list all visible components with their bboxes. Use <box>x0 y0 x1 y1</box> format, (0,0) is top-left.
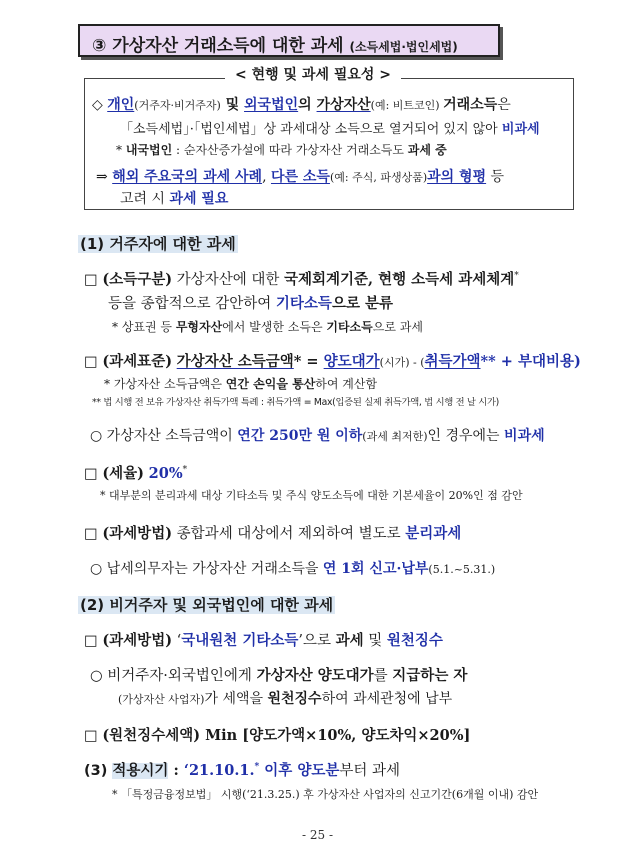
info-line-1: ◇ 개인(거주자·비거주자) 및 외국법인의 가상자산(예: 비트코인) 거래소득은 <box>92 97 511 113</box>
filing-line: ○ 납세의무자는 가상자산 거래소득을 연 1회 신고·납부(5.1.~5.31.) <box>90 561 496 577</box>
title-main: ③ 가상자산 거래소득에 대한 과세 <box>92 36 344 56</box>
info-line-4: ⇒ 해외 주요국의 과세 사례, 다른 소득(예: 주식, 파생상품)과의 형평 등 <box>96 169 505 185</box>
income-type-line-2: 등을 종합적으로 감안하여 기타소득으로 분류 <box>108 295 394 312</box>
income-type-note: * 상표권 등 무형자산에서 발생한 소득은 기타소득으로 과세 <box>112 320 423 334</box>
tax-method-line: □ (과세방법) 종합과세 대상에서 제외하여 별도로 분리과세 <box>84 525 462 542</box>
tax-rate-note: * 대부분의 분리과세 대상 기타소득 및 주식 양도소득에 대한 기본세율이 20%인 점 감안 <box>100 489 523 502</box>
withholding-line-1: ○ 비거주자·외국법인에게 가상자산 양도대가를 지급하는 자 <box>90 667 468 684</box>
income-type-line-1: □ (소득구분) 가상자산에 대한 국제회계기준, 현행 소득세 과세체계* <box>84 271 519 288</box>
page-number: - 25 - <box>302 828 334 842</box>
section-1-title: (1) 거주자에 대한 과세 <box>80 235 236 253</box>
info-line-2: 「소득세법」·「법인세법」상 과세대상 소득으로 열거되어 있지 않아 비과세 <box>120 122 540 137</box>
withholding-line-2: (가상자산 사업자)가 세액을 원천징수하여 과세관청에 납부 <box>118 691 453 707</box>
withholding-amount-line: □ (원천징수세액) Min [양도가액×10%, 양도차익×20%] <box>84 727 471 744</box>
nonresident-method-line: □ (과세방법) ‘국내원천 기타소득’으로 과세 및 원천징수 <box>84 632 443 649</box>
tax-base-exemption: ○ 가상자산 소득금액이 연간 250만 원 이하(과세 최저한)인 경우에는 비과세 <box>90 428 545 444</box>
tax-base-note-2: ** 법 시행 전 보유 가상자산 취득가액 특례 : 취득가액 = Max(입증된 실제 취득가액, 법 시행 전 날 시가) <box>92 397 499 408</box>
page-title <box>78 24 500 57</box>
effective-date-line: (3) 적용시기 : ‘21.10.1.* 이후 양도분부터 과세 <box>84 762 401 779</box>
tax-base-line: □ (과세표준) 가상자산 소득금액* = 양도대가(시가) - (취득가액** + 부대비용) <box>84 353 581 370</box>
tax-base-note-1: * 가상자산 소득금액은 연간 손익을 통산하여 계산함 <box>104 377 378 391</box>
effective-date-note: * 「특정금융정보법」 시행(‘21.3.25.) 후 가상자산 사업자의 신고기간(6개월 이내) 감안 <box>112 788 539 801</box>
tax-rate-line: □ (세율) 20%* <box>84 465 188 482</box>
info-heading: < 현행 및 과세 필요성 > <box>225 64 401 84</box>
info-line-3: * 내국법인 : 순자산증가설에 따라 가상자산 거래소득도 과세 중 <box>116 143 447 157</box>
info-line-5: 고려 시 과세 필요 <box>120 191 229 207</box>
title-paren: (소득세법·법인세법) <box>349 40 458 54</box>
section-2-title: (2) 비거주자 및 외국법인에 대한 과세 <box>80 596 334 614</box>
